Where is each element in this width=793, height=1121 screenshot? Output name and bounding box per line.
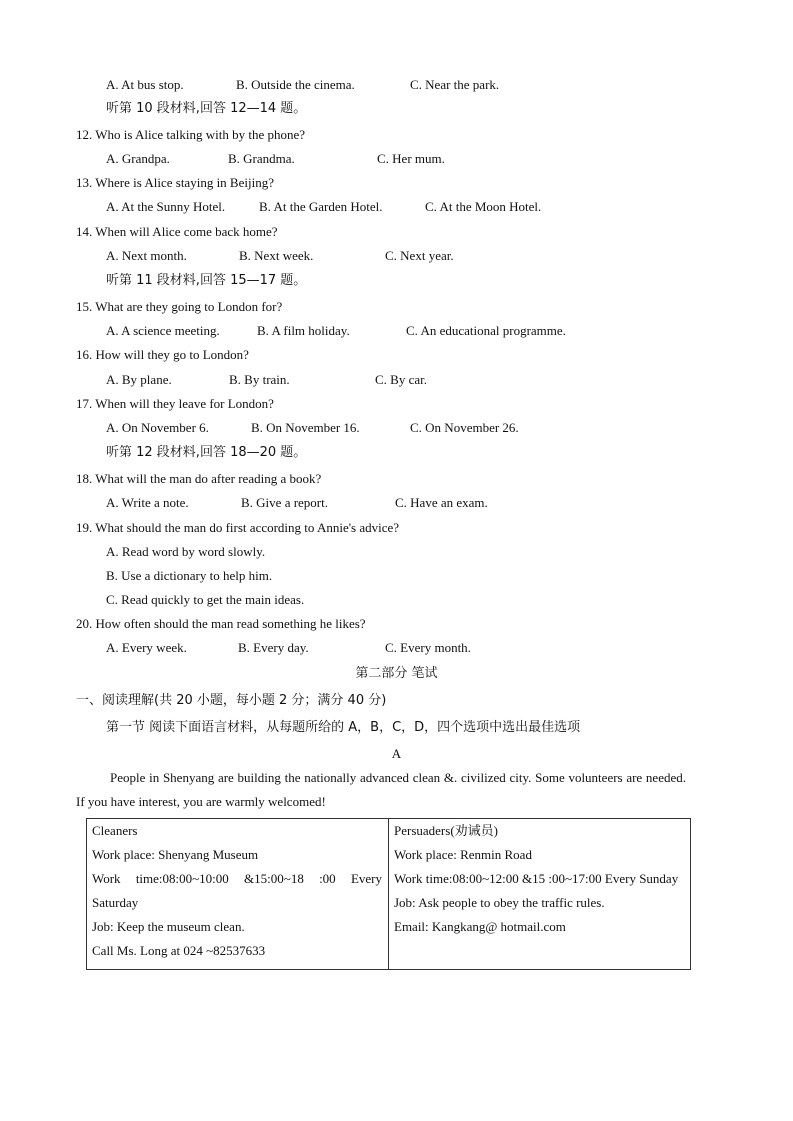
q17-option-a: A. On November 6. [106,420,209,435]
q12-option-c: C. Her mum. [377,151,445,166]
q18-question: 18. What will the man do after reading a book? [76,471,322,486]
volunteer-jobs-table [86,818,691,970]
section-11-instruction: 听第 11 段材料,回答 15—17 题。 [106,273,307,288]
q16-question: 16. How will they go to London? [76,347,249,362]
q13-option-a: A. At the Sunny Hotel. [106,199,226,214]
q19-option-c: C. Read quickly to get the main ideas. [106,592,305,607]
q11-option-a: A. At bus stop. [106,77,184,92]
q12-option-b: B. Grandma. [228,151,295,166]
q20-option-a: A. Every week. [106,640,187,655]
q20-option-c: C. Every month. [385,640,471,655]
persuaders-job: Job: Ask people to obey the traffic rules. [394,895,605,910]
persuaders-title: Persuaders(劝诫员) [394,823,498,838]
q18-option-a: A. Write a note. [106,495,189,510]
q18-option-c: C. Have an exam. [395,495,488,510]
cleaners-job: Job: Keep the museum clean. [92,919,245,934]
cleaners-work-place: Work place: Shenyang Museum [92,847,259,862]
q19-option-a: A. Read word by word slowly. [106,544,266,559]
q14-option-b: B. Next week. [239,248,314,263]
q12-question: 12. Who is Alice talking with by the phone? [76,127,306,142]
q13-option-b: B. At the Garden Hotel. [259,199,383,214]
cleaners-cell [87,819,389,970]
persuaders-work-place: Work place: Renmin Road [394,847,532,862]
section-1-instruction: 第一节 阅读下面语言材料，从每题所给的 A，B，C，D，四个选项中选出最佳选项 [106,720,581,735]
reading-section-heading: 一、阅读理解(共 20 小题，每小题 2 分；满分 40 分) [76,693,387,708]
q14-option-c: C. Next year. [385,248,454,263]
q16-option-c: C. By car. [375,372,427,387]
cleaners-contact: Call Ms. Long at 024 ~82537633 [92,943,266,958]
table-row [87,819,691,970]
cleaners-work-time: Work time:08:00~10:00 &15:00~18 :00 Every Saturday [92,871,382,910]
q17-option-c: C. On November 26. [410,420,519,435]
q11-option-c: C. Near the park. [410,77,500,92]
persuaders-work-time: Work time:08:00~12:00 &15 :00~17:00 Every Sunday [394,871,679,886]
q14-option-a: A. Next month. [106,248,187,263]
q15-option-b: B. A film holiday. [257,323,350,338]
q12-option-a: A. Grandpa. [106,151,170,166]
section-12-instruction: 听第 12 段材料,回答 18—20 题。 [106,445,307,460]
q20-question: 20. How often should the man read something he likes? [76,616,366,631]
q18-option-b: B. Give a report. [241,495,329,510]
q16-option-a: A. By plane. [106,372,172,387]
q20-option-b: B. Every day. [238,640,309,655]
persuaders-cell [389,819,691,970]
q19-question: 19. What should the man do first according to Annie's advice? [76,520,400,535]
q15-option-c: C. An educational programme. [406,323,566,338]
q19-option-b: B. Use a dictionary to help him. [106,568,273,583]
section-10-instruction: 听第 10 段材料,回答 12—14 题。 [106,101,307,116]
q11-option-b: B. Outside the cinema. [236,77,355,92]
passage-text: People in Shenyang are building the nationally advanced clean &. civilized city. Some volunteers are needed. If you have interest, you are warmly welcomed! [76,770,686,809]
q14-question: 14. When will Alice come back home? [76,224,278,239]
persuaders-contact: Email: Kangkang@ hotmail.com [394,919,566,934]
q17-option-b: B. On November 16. [251,420,360,435]
q15-question: 15. What are they going to London for? [76,299,283,314]
q17-question: 17. When will they leave for London? [76,396,274,411]
q13-question: 13. Where is Alice staying in Beijing? [76,175,274,190]
q15-option-a: A. A science meeting. [106,323,220,338]
cleaners-title: Cleaners [92,823,138,838]
passage-label: A [391,746,402,761]
q13-option-c: C. At the Moon Hotel. [425,199,542,214]
part-2-title: 第二部分 笔试 [355,666,438,681]
q16-option-b: B. By train. [229,372,290,387]
